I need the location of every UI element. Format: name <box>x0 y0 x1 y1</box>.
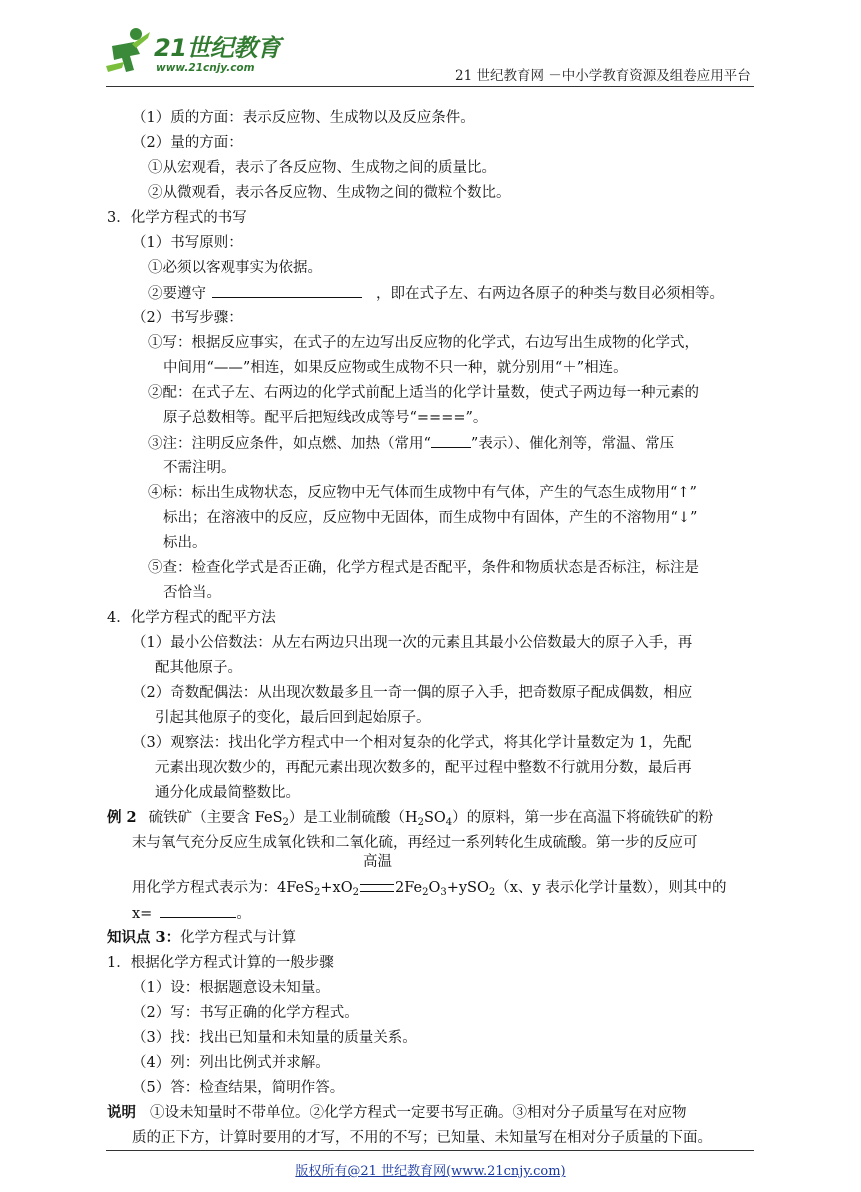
text-fragment: ）的原料，第一步在高温下将硫铁矿的粉 <box>452 810 714 826</box>
example-line <box>107 808 713 833</box>
text-fragment: ，即在式子左、右两边各原子的种类与数目必须相等。 <box>376 286 724 302</box>
text-fragment: ②要遵守 <box>148 286 206 302</box>
text-line: ②从微观看，表示各反应物、生成物之间的微粒个数比。 <box>148 185 511 201</box>
equals-sign <box>360 884 394 892</box>
text-line-blank <box>132 903 251 924</box>
page-header <box>0 0 861 92</box>
logo-text: 21世纪教育 <box>154 34 281 62</box>
text-line: 引起其他原子的变化，最后回到起始原子。 <box>155 710 431 726</box>
text-line-blank <box>148 283 724 304</box>
text-fragment: +ySO <box>446 880 489 896</box>
site-tagline: 21 世纪教育网 －中小学教育资源及组卷应用平台 <box>455 68 751 84</box>
text-fragment: O <box>428 880 441 896</box>
text-line: （3）找：找出已知量和未知量的质量关系。 <box>132 1030 417 1046</box>
text-fragment: 用化学方程式表示为：4FeS <box>132 880 315 896</box>
subscript: 2 <box>417 817 424 828</box>
text-line: ④标：标出生成物状态，反应物中无气体而生成物中有气体，产生的气态生成物用“↑” <box>148 485 697 501</box>
text-line: （2）书写步骤： <box>132 310 243 326</box>
text-line: 标出；在溶液中的反应，反应物中无固体，而生成物中有固体，产生的不溶物用“↓” <box>163 510 698 526</box>
text-line: （2）写：书写正确的化学方程式。 <box>132 1005 359 1021</box>
text-line: 通分化成最简整数比。 <box>155 785 300 801</box>
knowledge-point-title: 化学方程式与计算 <box>180 930 297 946</box>
text-line: ①写：根据反应事实，在式子的左边写出反应物的化学式，右边写出生成物的化学式， <box>148 335 699 351</box>
knowledge-point-label: 知识点 3： <box>107 929 181 946</box>
reaction-condition: 高温 <box>362 854 392 870</box>
equation-line <box>132 854 727 903</box>
fill-blank[interactable] <box>160 903 236 918</box>
text-line: （2）量的方面： <box>132 135 243 151</box>
header-divider <box>106 86 754 87</box>
subscript: 3 <box>440 887 447 898</box>
note-continuation: 质的正下方，计算时要用的才写，不用的不写；已知量、未知量写在相对分子质量的下面。 <box>132 1130 712 1146</box>
text-line: （5）答：检查结果，简明作答。 <box>132 1080 345 1096</box>
subscript: 2 <box>422 887 429 898</box>
text-line: 标出。 <box>163 535 207 551</box>
text-line: ②配：在式子左、右两边的化学式前配上适当的化学计量数，使式子两边每一种元素的 <box>148 385 699 401</box>
text-line: （1）质的方面：表示反应物、生成物以及反应条件。 <box>132 110 475 126</box>
text-fragment: 2Fe <box>394 880 423 896</box>
text-fragment: （x、y 表示化学计量数），则其中的 <box>495 880 727 896</box>
runner-icon <box>104 26 152 78</box>
subscript: 2 <box>282 817 289 828</box>
subscript: 4 <box>445 817 453 828</box>
logo-url: www.21cnjy.com <box>156 62 255 74</box>
text-line: 中间用“——”相连，如果反应物或生成物不只一种，就分别用“＋”相连。 <box>163 360 628 376</box>
reaction-arrow <box>359 854 395 898</box>
text-fragment: +xO <box>320 880 353 896</box>
text-line: ⑤查：检查化学式是否正确，化学方程式是否配平，条件和物质状态是否标注，标注是 <box>148 560 699 576</box>
text-line: 原子总数相等。配平后把短线改成等号“====”。 <box>163 410 488 426</box>
section-heading: 1．根据化学方程式计算的一般步骤 <box>107 955 334 971</box>
text-line-blank <box>148 433 674 454</box>
text-line: （3）观察法：找出化学方程式中一个相对复杂的化学式，将其化学计量数定为 1，先配 <box>132 735 692 751</box>
text-line: 元素出现次数少的，再配元素出现次数多的，配平过程中整数不行就用分数，最后再 <box>155 760 692 776</box>
copyright-link[interactable]: 版权所有@21 世纪教育网(www.21cnjy.com) <box>295 1164 566 1179</box>
text-line: 不需注明。 <box>163 460 236 476</box>
example-label: 例 2 <box>107 809 137 826</box>
note-line <box>107 1103 687 1123</box>
text-fragment: x= <box>132 906 153 922</box>
note-label: 说明 <box>107 1104 136 1121</box>
subscript: 2 <box>488 887 496 898</box>
fill-blank[interactable] <box>212 283 362 298</box>
text-line: 否恰当。 <box>163 585 221 601</box>
footer-divider <box>106 1150 754 1151</box>
section-heading: 3．化学方程式的书写 <box>107 210 247 226</box>
text-line: 末与氧气充分反应生成氧化铁和二氧化硫，再经过一系列转化生成硫酸。第一步的反应可 <box>132 835 698 851</box>
knowledge-point-heading <box>107 928 296 948</box>
text-fragment: ③注：注明反应条件，如点燃、加热（常用“ <box>148 436 431 452</box>
text-fragment: 硫铁矿（主要含 FeS <box>148 810 283 826</box>
subscript: 2 <box>314 887 321 898</box>
text-line: （1）最小公倍数法：从左右两边只出现一次的元素且其最小公倍数最大的原子入手，再 <box>132 635 693 651</box>
text-fragment: ①设未知量时不带单位。②化学方程式一定要书写正确。③相对分子质量写在对应物 <box>150 1105 687 1121</box>
fill-blank[interactable] <box>431 433 471 448</box>
text-line: 配其他原子。 <box>155 660 242 676</box>
text-line: ①必须以客观事实为依据。 <box>148 260 322 276</box>
text-fragment: SO <box>423 810 446 826</box>
text-line: （1）书写原则： <box>132 235 243 251</box>
subscript: 2 <box>352 887 359 898</box>
text-line: ①从宏观看，表示了各反应物、生成物之间的质量比。 <box>148 160 496 176</box>
text-fragment: ”表示）、催化剂等，常温、常压 <box>470 436 675 452</box>
text-line: （1）设：根据题意设未知量。 <box>132 980 330 996</box>
site-logo[interactable] <box>104 26 284 86</box>
section-heading: 4．化学方程式的配平方法 <box>107 610 276 626</box>
text-line: （2）奇数配偶法：从出现次数最多且一奇一偶的原子入手，把奇数原子配成偶数，相应 <box>132 685 693 701</box>
text-fragment: ）是工业制硫酸（H <box>288 810 418 826</box>
text-fragment: 。 <box>236 906 251 922</box>
text-line: （4）列：列出比例式并求解。 <box>132 1055 330 1071</box>
